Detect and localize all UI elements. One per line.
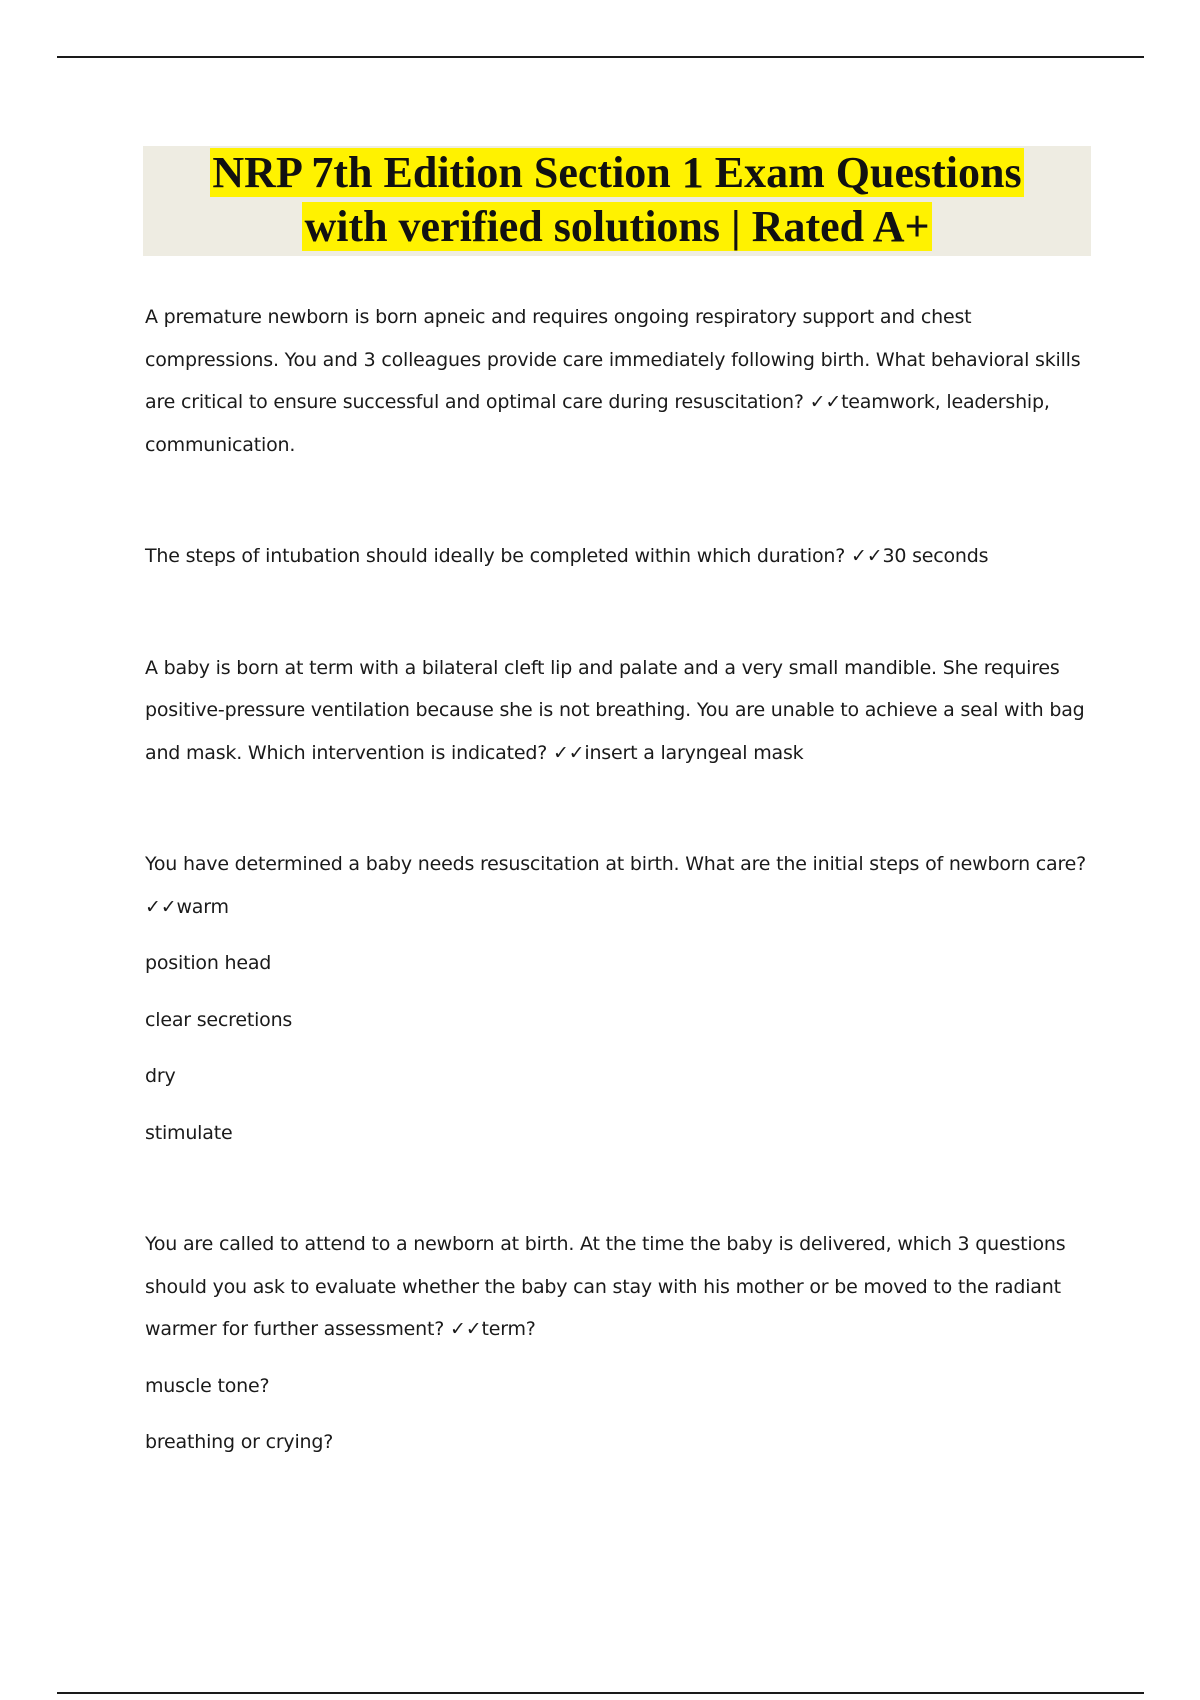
checkmark-icon: ✓✓ [552, 741, 585, 764]
question-text: A baby is born at term with a bilateral cleft lip and palate and a very small mandible. She requires positive-pressure ventilation because she is not breathing. You are unable to achieve a seal with bag and mask. Which intervention is indicated? [145, 656, 1085, 764]
question-text: You are called to attend to a newborn at birth. At the time the baby is delivered, which 3 questions should you ask to evaluate whether the baby can stay with his mother or be moved to the radiant warmer for further assessment? [145, 1233, 1066, 1340]
answer-text: term? [481, 1318, 536, 1340]
answer-line: dry [145, 1065, 176, 1087]
answer-line: position head [145, 952, 272, 974]
question-text: You have determined a baby needs resuscitation at birth. What are the initial steps of newborn care? [145, 853, 1087, 875]
title-line-2: with verified solutions | Rated A+ [304, 202, 930, 251]
answer-line: stimulate [145, 1121, 233, 1144]
checkmark-icon: ✓✓ [809, 391, 842, 413]
qa-item-3 [145, 647, 1095, 775]
answer-line: clear secretions [145, 1008, 293, 1031]
qa-item-4 [145, 843, 1095, 1154]
checkmark-icon: ✓✓ [450, 1318, 482, 1340]
header-rule [57, 56, 1144, 58]
footer-rule [57, 1692, 1144, 1694]
checkmark-icon: ✓✓ [145, 895, 177, 918]
title-line-1: NRP 7th Edition Section 1 Exam Questions [212, 148, 1022, 197]
qa-item-2 [145, 535, 1095, 578]
qa-item-5 [145, 1223, 1095, 1464]
qa-list [145, 296, 1095, 1464]
question-text: A premature newborn is born apneic and requires ongoing respiratory support and chest compressions. You and 3 colleagues provide care immediately following birth. What behavioral skills are critical to ensure successful and optimal care during resuscitation? [145, 306, 1081, 413]
checkmark-icon: ✓✓ [851, 545, 883, 567]
answer-line: breathing or crying? [145, 1431, 334, 1453]
answer-text: 30 seconds [882, 545, 989, 567]
qa-item-1 [145, 296, 1095, 466]
answer-text: warm [176, 895, 229, 918]
answer-text: teamwork, leadership, communication. [145, 391, 1050, 456]
answer-line: muscle tone? [145, 1374, 270, 1397]
answer-text: insert a laryngeal mask [584, 741, 804, 764]
document-title [143, 146, 1091, 256]
question-text: The steps of intubation should ideally be completed within which duration? [145, 545, 846, 567]
